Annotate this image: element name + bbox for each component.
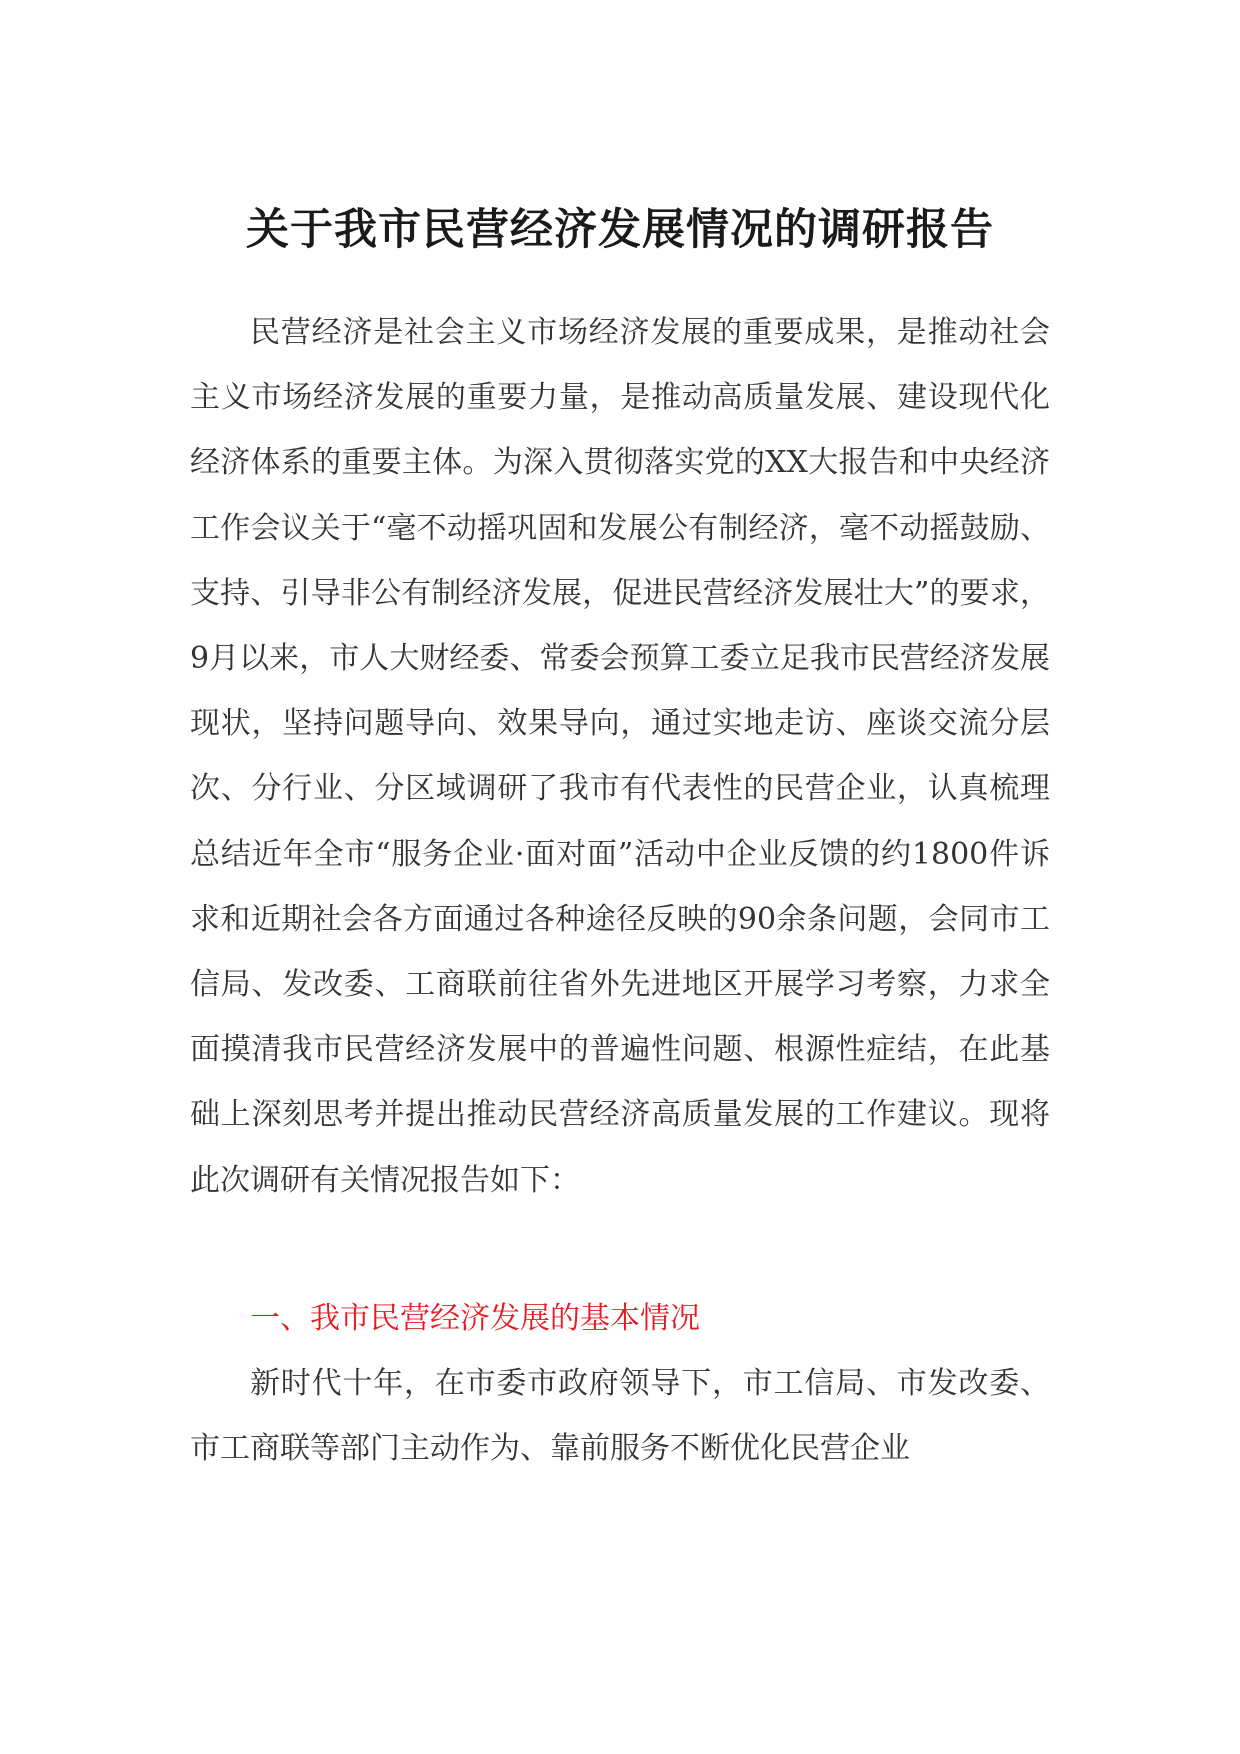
report-title: 关于我市民营经济发展情况的调研报告 [246, 205, 994, 255]
section-heading: 一、我市民营经济发展的基本情况 [250, 1301, 700, 1336]
section-paragraph: 新时代十年，在市委市政府领导下，市工信局、市发改委、市工商联等部门主动作为、靠前服务不断优化民营企业 [190, 1366, 1050, 1467]
intro-paragraph: 民营经济是社会主义市场经济发展的重要成果，是推动社会主义市场经济发展的重要力量，是推动高质量发展、建设现代化经济体系的重要主体。为深入贯彻落实党的XX大报告和中央经济工作会议关于“毫不动摇巩固和发展公有制经济，毫不动摇鼓励、支持、引导非公有制经济发展，促进民营经济发展壮大”的要求，9月以来，市人大财经委、常委会预算工委立足我市民营经济发展现状，坚持问题导向、效果导向，通过实地走访、座谈交流分层次、分行业、分区域调研了我市有代表性的民营企业，认真梳理总结近年全市“服务企业·面对面”活动中企业反馈的约1800件诉求和近期社会各方面通过各种途径反映的90余条问题，会同市工信局、发改委、工商联前往省外先进地区开展学习考察，力求全面摸清我市民营经济发展中的普遍性问题、根源性症结，在此基础上深刻思考并提出推动民营经济高质量发展的工作建议。现将此次调研有关情况报告如下： [190, 315, 1050, 1198]
